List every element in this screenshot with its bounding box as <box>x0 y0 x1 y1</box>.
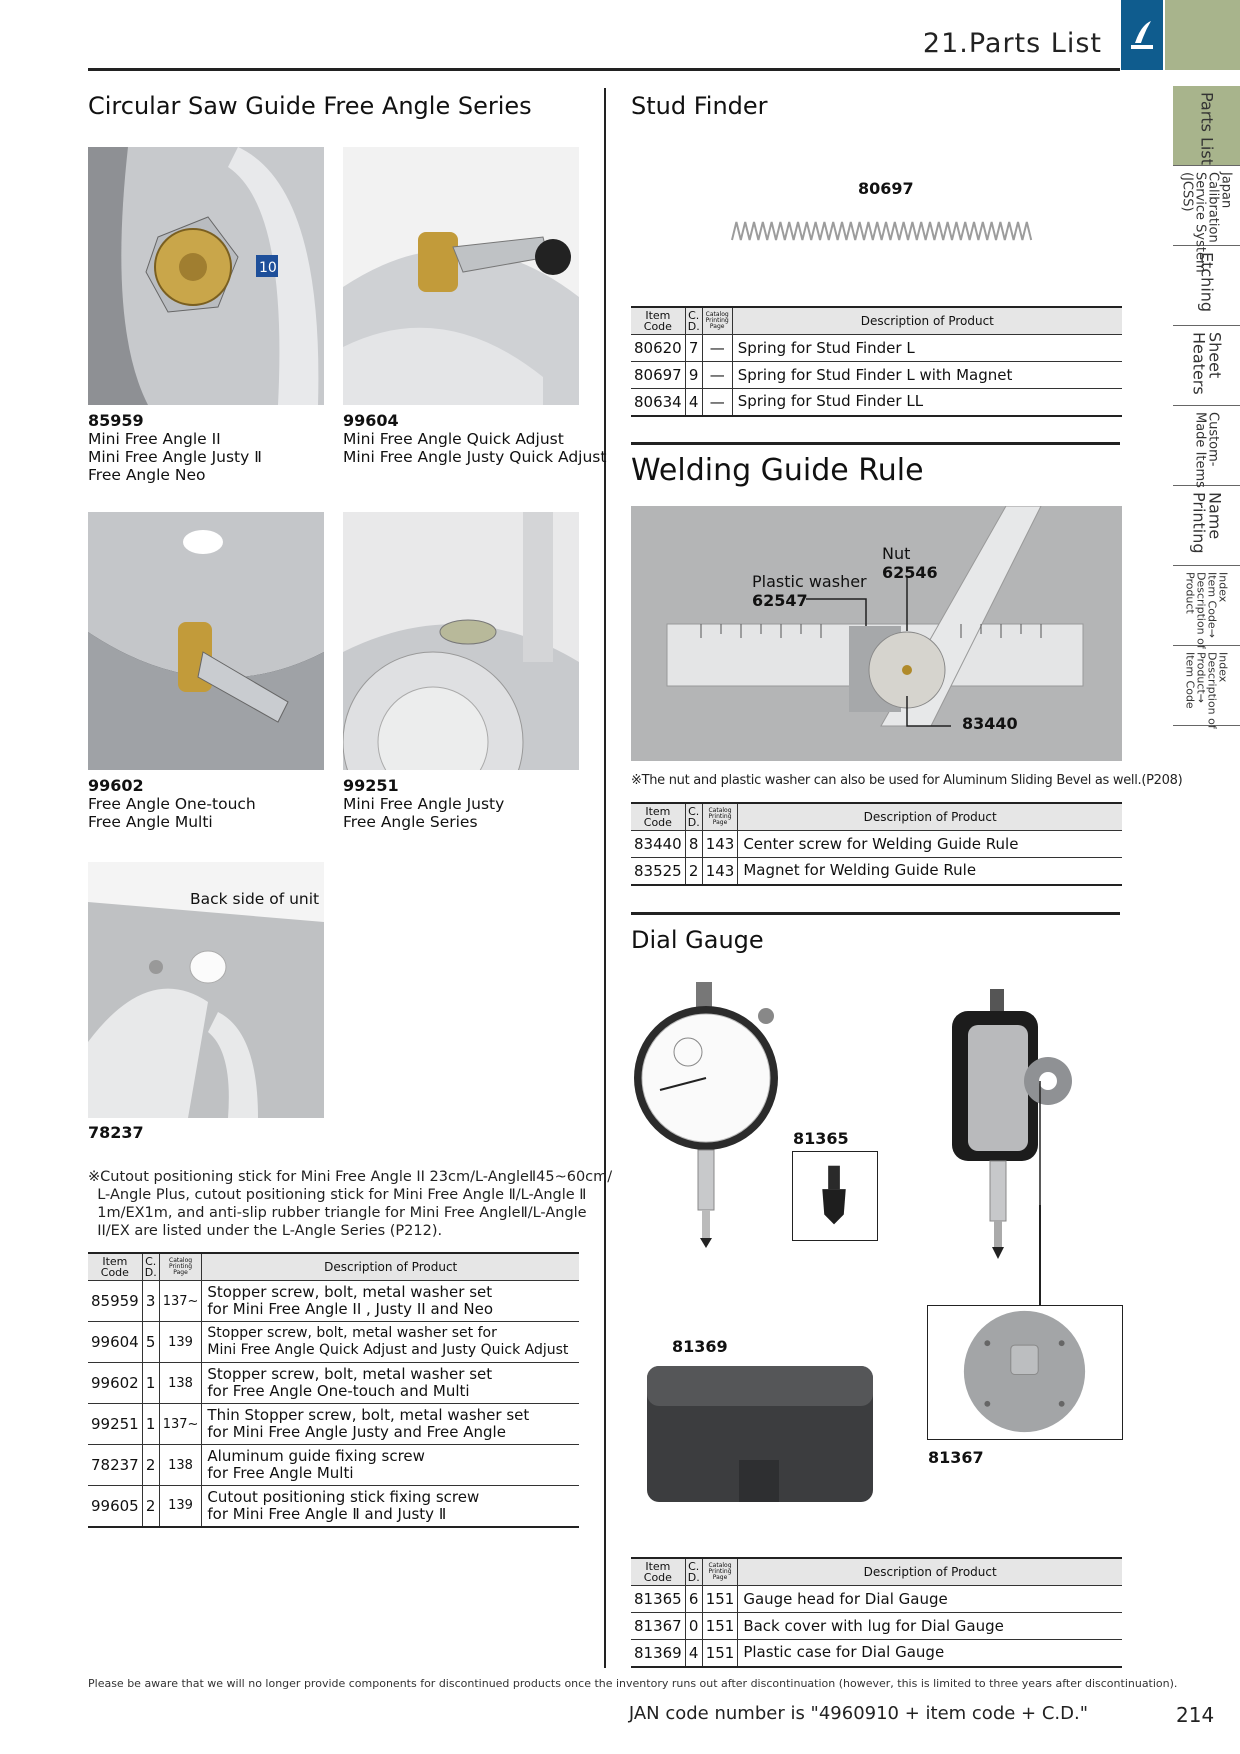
caption-code: 99251 <box>343 776 399 795</box>
cell-desc: Back cover with lug for Dial Gauge <box>738 1613 1122 1640</box>
caption-line: Free Angle Neo <box>88 466 206 484</box>
cell-code: 81367 <box>631 1613 685 1640</box>
caption-99251 <box>343 777 504 831</box>
table-row <box>88 1322 579 1363</box>
cell-code: 83525 <box>631 858 685 885</box>
cell-cd: 0 <box>685 1613 702 1640</box>
table-row <box>88 1404 579 1445</box>
label-head-code: 81365 <box>793 1129 849 1148</box>
cell-page: 151 <box>702 1586 738 1613</box>
parts-table-free-angle <box>88 1252 579 1528</box>
label-cover-code: 81367 <box>928 1448 984 1467</box>
sidebar-tab-custom-made[interactable] <box>1173 406 1240 486</box>
caption-line: Free Angle Series <box>343 813 478 831</box>
section-title-stud-finder: Stud Finder <box>631 92 768 120</box>
col-item-code: Item Code <box>631 1558 685 1586</box>
cell-page: — <box>702 389 732 416</box>
cell-page: — <box>702 362 732 389</box>
col-description: Description of Product <box>738 1558 1122 1586</box>
label-washer: Plastic washer <box>752 572 867 591</box>
table-row <box>631 335 1122 362</box>
caption-code: 99604 <box>343 411 399 430</box>
col-page: Catalog Printing Page <box>702 803 738 831</box>
spring-code-label: 80697 <box>858 179 914 198</box>
cell-code: 80697 <box>631 362 685 389</box>
cell-cd: 3 <box>142 1281 159 1322</box>
cell-cd: 2 <box>142 1445 159 1486</box>
product-photo-99602 <box>88 512 324 770</box>
cell-desc: Stopper screw, bolt, metal washer set for Mini Free Angle Quick Adjust and Justy Quick Adjust <box>202 1322 579 1363</box>
cell-code: 99602 <box>88 1363 142 1404</box>
cell-code: 99605 <box>88 1486 142 1527</box>
cell-cd: 7 <box>685 335 702 362</box>
sidebar-tab-index-code[interactable] <box>1173 566 1240 649</box>
col-item-code: Item Code <box>631 803 685 831</box>
cell-cd: 1 <box>142 1404 159 1445</box>
sidebar-tab-label: Japan Calibration Service System (JCSS) <box>1179 172 1234 273</box>
cell-code: 85959 <box>88 1281 142 1322</box>
caption-code: 99602 <box>88 776 144 795</box>
cell-cd: 8 <box>685 831 702 858</box>
section-rule <box>631 442 1120 445</box>
cell-desc: Cutout positioning stick fixing screw for Mini Free Angle Ⅱ and Justy Ⅱ <box>202 1486 579 1527</box>
gauge-head-callout <box>792 1151 878 1241</box>
sidebar-tab-sheet-heaters[interactable] <box>1173 326 1240 406</box>
cell-code: 83440 <box>631 831 685 858</box>
parts-table-dial-gauge <box>631 1557 1122 1668</box>
cell-desc: Gauge head for Dial Gauge <box>738 1586 1122 1613</box>
callout-line <box>1039 1205 1041 1305</box>
caption-78237 <box>88 1124 144 1142</box>
page-title: 21.Parts List <box>922 28 1102 59</box>
cell-code: 81365 <box>631 1586 685 1613</box>
footer-disclaimer: Please be aware that we will no longer provide components for discontinued products once the inventory runs out after discontinuation (however, this is limited to three years after discontinuation). <box>88 1677 1178 1690</box>
cell-cd: 5 <box>142 1322 159 1363</box>
table-row <box>631 1586 1122 1613</box>
cell-desc: Plastic case for Dial Gauge <box>738 1640 1122 1667</box>
cell-cd: 6 <box>685 1586 702 1613</box>
table-row <box>631 1613 1122 1640</box>
sidebar-tab-label: Etching <box>1197 252 1217 313</box>
caption-line: Mini Free Angle Justy Ⅱ <box>88 448 262 466</box>
sidebar-tab-label: Name Printing <box>1189 492 1225 554</box>
label-case-code: 81369 <box>672 1337 728 1356</box>
label-nut-code: 62546 <box>882 563 938 582</box>
cell-desc: Center screw for Welding Guide Rule <box>738 831 1122 858</box>
cell-cd: 9 <box>685 362 702 389</box>
table-row <box>631 831 1122 858</box>
cell-cd: 4 <box>685 389 702 416</box>
cell-code: 81369 <box>631 1640 685 1667</box>
caption-line: Mini Free Angle Justy <box>343 795 505 813</box>
product-photo-85959 <box>88 147 324 405</box>
cell-desc: Magnet for Welding Guide Rule <box>738 858 1122 885</box>
caption-line: Mini Free Angle Justy Quick Adjust <box>343 448 607 466</box>
sidebar-tab-label: Sheet Heaters <box>1189 332 1225 395</box>
free-angle-note: ※Cutout positioning stick for Mini Free Angle II 23cm/L-AngleⅡ45~60cm/ L-Angle Plus, cutout positioning stick for Mini Free Angle Ⅱ/L-Angle Ⅱ 1m/EX1m, and anti-slip rubber triangle for Mini Free AngleⅡ/L-Angle II/EX are listed under the L-Angle Series (P212). <box>88 1169 613 1239</box>
cell-cd: 4 <box>685 1640 702 1667</box>
table-row <box>88 1363 579 1404</box>
caption-99604 <box>343 412 606 466</box>
header-rule <box>88 68 1120 71</box>
table-row <box>631 1640 1122 1667</box>
cell-code: 80620 <box>631 335 685 362</box>
plastic-case-illustration <box>643 1360 878 1510</box>
col-description: Description of Product <box>732 307 1122 335</box>
sidebar-tab-label: Index Item Code→ Description of Product <box>1183 572 1230 649</box>
cell-page: 138 <box>159 1445 202 1486</box>
cell-desc: Stopper screw, bolt, metal washer set for Free Angle One-touch and Multi <box>202 1363 579 1404</box>
cell-page: 151 <box>702 1613 738 1640</box>
col-page: Catalog Printing Page <box>702 307 732 335</box>
cell-code: 99604 <box>88 1322 142 1363</box>
col-description: Description of Product <box>738 803 1122 831</box>
col-item-code: Item Code <box>88 1253 142 1281</box>
col-item-code: Item Code <box>631 307 685 335</box>
dial-gauge-front-illustration <box>630 980 790 1250</box>
table-row <box>88 1445 579 1486</box>
brand-logo <box>1121 0 1163 70</box>
page-number: 214 <box>1176 1703 1215 1727</box>
header-accent <box>1165 0 1240 70</box>
cell-desc: Stopper screw, bolt, metal washer set for Mini Free Angle II , Justy II and Neo <box>202 1281 579 1322</box>
sidebar-tab-index-desc[interactable] <box>1173 646 1240 729</box>
caption-code: 78237 <box>88 1123 144 1142</box>
col-cd: C. D. <box>685 1558 702 1586</box>
col-cd: C. D. <box>142 1253 159 1281</box>
product-photo-99604 <box>343 147 579 405</box>
col-page: Catalog Printing Page <box>159 1253 202 1281</box>
back-cover-icon <box>928 1306 1121 1438</box>
cell-page: 143 <box>702 858 738 885</box>
sidebar-tab-label: Parts List <box>1197 92 1217 165</box>
col-cd: C. D. <box>685 307 702 335</box>
caption-99602 <box>88 777 256 831</box>
cell-desc: Thin Stopper screw, bolt, metal washer set for Mini Free Angle Justy and Free Angle <box>202 1404 579 1445</box>
cell-desc: Spring for Stud Finder L <box>732 335 1122 362</box>
table-row <box>631 858 1122 885</box>
caption-line: Free Angle One-touch <box>88 795 256 813</box>
table-row <box>88 1486 579 1527</box>
cell-desc: Spring for Stud Finder LL <box>732 389 1122 416</box>
cell-page: — <box>702 335 732 362</box>
sidebar-tabs <box>1173 86 1240 729</box>
caption-code: 85959 <box>88 411 144 430</box>
cell-cd: 2 <box>685 858 702 885</box>
sidebar-tab-label: Index Description of Product→ Item Code <box>1183 652 1230 729</box>
sidebar-tab-label: Custom- Made Items <box>1192 412 1221 488</box>
cell-page: 139 <box>159 1486 202 1527</box>
cell-code: 80634 <box>631 389 685 416</box>
inner-label-back-side: Back side of unit <box>190 890 320 908</box>
back-cover-callout <box>927 1305 1123 1440</box>
sidebar-tab-etching[interactable] <box>1173 246 1240 326</box>
caption-line: Free Angle Multi <box>88 813 213 831</box>
table-row <box>631 389 1122 416</box>
col-page: Catalog Printing Page <box>702 1558 738 1586</box>
cell-page: 138 <box>159 1363 202 1404</box>
cell-page: 137~ <box>159 1404 202 1445</box>
spring-illustration <box>728 218 1034 244</box>
section-title-dial-gauge: Dial Gauge <box>631 926 764 954</box>
cell-cd: 1 <box>142 1363 159 1404</box>
cell-desc: Spring for Stud Finder L with Magnet <box>732 362 1122 389</box>
cell-page: 139 <box>159 1322 202 1363</box>
parts-table-welding <box>631 802 1122 886</box>
label-washer-code: 62547 <box>752 591 808 610</box>
dial-gauge-side-illustration <box>940 985 1080 1265</box>
cell-cd: 2 <box>142 1486 159 1527</box>
cell-page: 137~ <box>159 1281 202 1322</box>
cell-page: 151 <box>702 1640 738 1667</box>
col-description: Description of Product <box>202 1253 579 1281</box>
welding-note: ※The nut and plastic washer can also be used for Aluminum Sliding Bevel as well.(P208) <box>631 773 1183 788</box>
section-title-welding: Welding Guide Rule <box>631 453 924 488</box>
col-cd: C. D. <box>685 803 702 831</box>
product-photo-99251 <box>343 512 579 770</box>
caption-line: Mini Free Angle II <box>88 430 221 448</box>
sidebar-tab-parts-list[interactable] <box>1173 86 1240 166</box>
cell-code: 99251 <box>88 1404 142 1445</box>
product-photo-welding-rule <box>631 506 1122 761</box>
table-row <box>631 362 1122 389</box>
table-row <box>88 1281 579 1322</box>
section-rule <box>631 912 1120 915</box>
cell-page: 143 <box>702 831 738 858</box>
caption-line: Mini Free Angle Quick Adjust <box>343 430 564 448</box>
cell-desc: Aluminum guide fixing screw for Free Angle Multi <box>202 1445 579 1486</box>
sidebar-tab-name-printing[interactable] <box>1173 486 1240 566</box>
gauge-head-icon <box>793 1152 877 1240</box>
label-nut: Nut <box>882 544 911 563</box>
label-screw-code: 83440 <box>962 714 1018 733</box>
brand-logo-icon <box>1127 15 1157 55</box>
section-title-free-angle: Circular Saw Guide Free Angle Series <box>88 92 532 120</box>
sidebar-tab-jcss[interactable] <box>1173 166 1240 273</box>
caption-85959 <box>88 412 262 484</box>
parts-table-stud-finder <box>631 306 1122 417</box>
column-divider <box>604 88 606 1668</box>
cell-code: 78237 <box>88 1445 142 1486</box>
svg-text:10: 10 <box>259 260 277 276</box>
jan-code-note: JAN code number is "4960910 + item code + C.D." <box>628 1703 1088 1724</box>
